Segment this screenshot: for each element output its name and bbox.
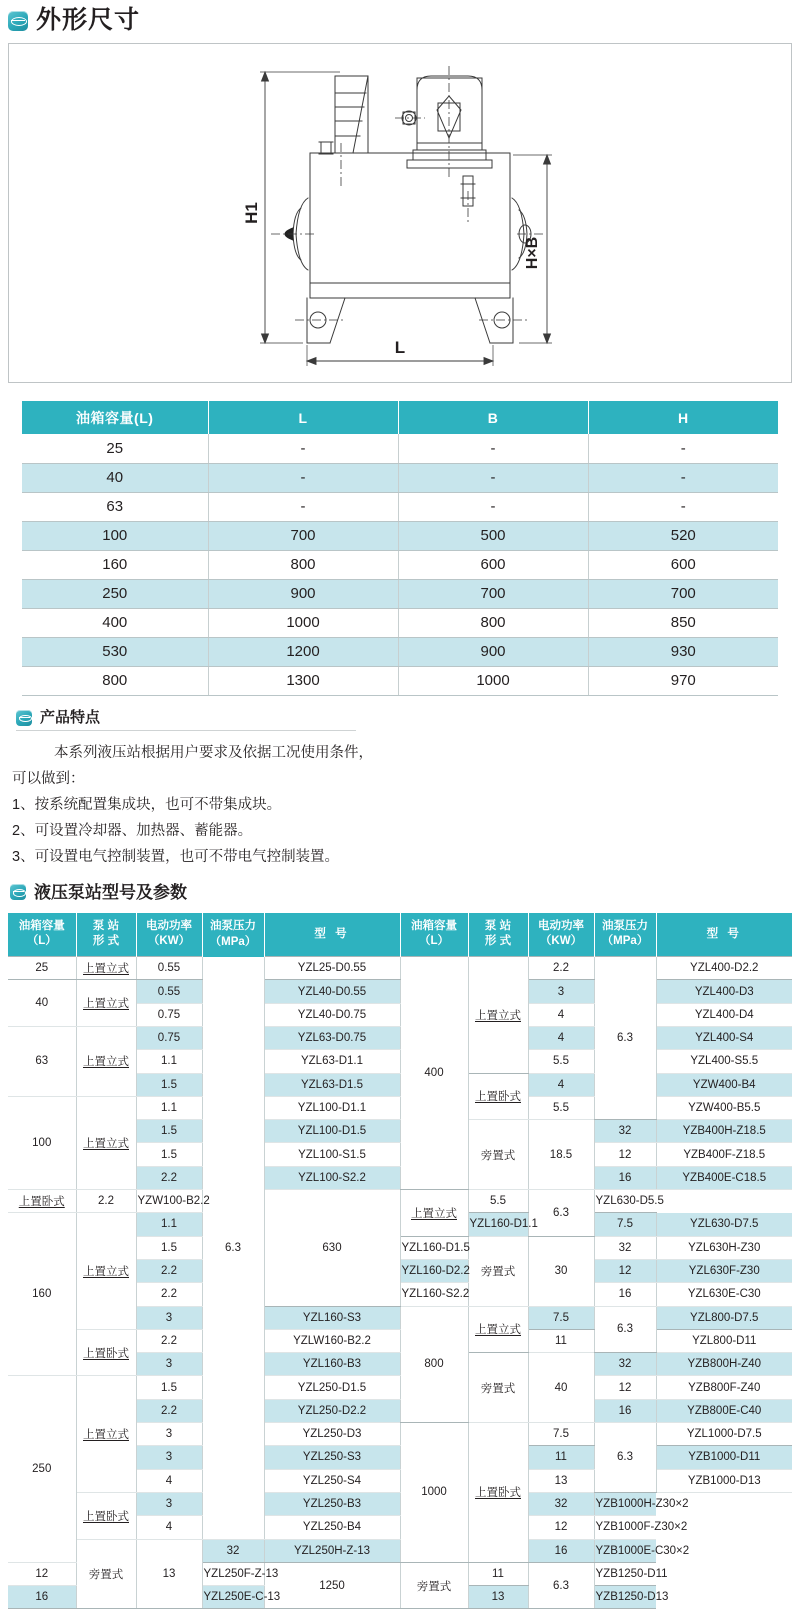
col-header-model-left: 型 号 <box>264 913 400 957</box>
cell-capacity: 400 <box>400 957 468 1190</box>
cell-h: 520 <box>588 521 778 550</box>
col-header-h: H <box>588 401 778 434</box>
cell-model: YZL63-D0.75 <box>264 1026 400 1049</box>
dimension-drawing-panel <box>8 43 792 383</box>
cell-pressure: 16 <box>8 1586 76 1609</box>
cell-capacity: 160 <box>22 550 208 579</box>
cell-l: 1000 <box>208 608 398 637</box>
cell-power: 13 <box>468 1586 528 1609</box>
col-header-capacity-left: 油箱容量 （L） <box>8 913 76 957</box>
table-row <box>8 1190 792 1213</box>
cell-model: YZL250-D1.5 <box>264 1376 400 1399</box>
cell-power: 7.5 <box>528 1306 594 1329</box>
cell-power: 2.2 <box>76 1190 136 1213</box>
col-header-pressure-left: 油泵压力 （MPa） <box>202 913 264 957</box>
cell-pressure: 16 <box>594 1283 656 1306</box>
cell-pressure: 6.3 <box>594 1423 656 1493</box>
feature-line: 2、可设置冷却器、加热器、蓄能器。 <box>12 822 253 839</box>
cell-power: 18.5 <box>528 1120 594 1190</box>
cell-model: YZL160-D1.5 <box>400 1236 468 1259</box>
cell-power: 0.55 <box>136 957 202 980</box>
cell-capacity: 63 <box>22 492 208 521</box>
cell-power: 2.2 <box>528 957 594 980</box>
cell-b: - <box>398 492 588 521</box>
cell-capacity: 40 <box>8 980 76 1027</box>
cell-h: - <box>588 463 778 492</box>
cell-form: 上置立式 <box>400 1190 468 1237</box>
cell-h: - <box>588 434 778 463</box>
cell-b: - <box>398 463 588 492</box>
cell-model: YZB1000-D11 <box>656 1446 792 1469</box>
cell-model: YZL630H-Z30 <box>656 1236 792 1259</box>
cell-form: 上置立式 <box>76 980 136 1027</box>
cell-capacity: 250 <box>8 1376 76 1562</box>
cell-power: 5.5 <box>468 1190 528 1213</box>
cell-model: YZL400-D3 <box>656 980 792 1003</box>
table-row <box>22 579 778 608</box>
cell-model: YZL40-D0.75 <box>264 1003 400 1026</box>
cell-model: YZL630F-Z30 <box>656 1259 792 1282</box>
table-header-row <box>22 401 778 434</box>
cell-form: 旁置式 <box>400 1562 468 1609</box>
table-row <box>22 666 778 695</box>
param-header-row <box>8 913 792 957</box>
cell-form: 上置立式 <box>76 1026 136 1096</box>
cell-power: 5.5 <box>528 1096 594 1119</box>
cell-model: YZW400-B5.5 <box>656 1096 792 1119</box>
cell-power: 0.55 <box>136 980 202 1003</box>
cell-b: 800 <box>398 608 588 637</box>
cell-form: 上置卧式 <box>8 1190 76 1213</box>
cell-power: 2.2 <box>136 1329 202 1352</box>
cell-model: YZL250-S3 <box>264 1446 400 1469</box>
cell-h: 850 <box>588 608 778 637</box>
cell-capacity: 800 <box>400 1306 468 1422</box>
feature-line: 可以做到： <box>12 770 85 787</box>
cell-model: YZL100-D1.1 <box>264 1096 400 1119</box>
cell-power: 3 <box>136 1353 202 1376</box>
cell-power: 1.1 <box>136 1213 202 1236</box>
cell-model: YZL250H-Z-13 <box>264 1539 400 1562</box>
cell-model: YZB400E-C18.5 <box>656 1166 792 1189</box>
cell-b: 900 <box>398 637 588 666</box>
col-header-l: L <box>208 401 398 434</box>
cell-model: YZL400-D2.2 <box>656 957 792 980</box>
cell-b: 1000 <box>398 666 588 695</box>
col-header-form-right: 泵 站 形 式 <box>468 913 528 957</box>
cell-power: 13 <box>528 1469 594 1492</box>
cell-l: - <box>208 463 398 492</box>
cell-pressure: 12 <box>594 1376 656 1399</box>
cell-power: 3 <box>136 1492 202 1515</box>
cell-h: - <box>588 492 778 521</box>
table-row <box>22 434 778 463</box>
col-header-form-left: 泵 站 形 式 <box>76 913 136 957</box>
cell-form: 上置卧式 <box>76 1329 136 1376</box>
cell-model: YZL630E-C30 <box>656 1283 792 1306</box>
cell-form: 上置立式 <box>76 1213 136 1329</box>
cell-capacity: 25 <box>8 957 76 980</box>
cell-power: 2.2 <box>136 1283 202 1306</box>
cell-power: 4 <box>136 1516 202 1539</box>
cell-l: 700 <box>208 521 398 550</box>
cell-pressure: 6.3 <box>202 957 264 1539</box>
cell-model: YZB1000F-Z30×2 <box>594 1516 656 1539</box>
cell-pressure: 16 <box>594 1399 656 1422</box>
col-header-b: B <box>398 401 588 434</box>
cell-capacity: 630 <box>264 1190 400 1306</box>
cell-model: YZL400-S5.5 <box>656 1050 792 1073</box>
col-header-capacity: 油箱容量(L) <box>22 401 208 434</box>
table-row <box>22 521 778 550</box>
cell-model: YZL100-S1.5 <box>264 1143 400 1166</box>
globe-icon <box>16 710 32 726</box>
cell-model: YZL800-D7.5 <box>656 1306 792 1329</box>
cell-pressure: 12 <box>528 1516 594 1539</box>
cell-h: 970 <box>588 666 778 695</box>
dimension-table <box>22 401 778 696</box>
drawing-label-h1: H1 <box>242 202 261 224</box>
cell-power: 1.5 <box>136 1376 202 1399</box>
cell-model: YZB1250-D13 <box>594 1586 656 1609</box>
cell-model: YZB1000E-C30×2 <box>594 1539 656 1562</box>
cell-model: YZL630-D5.5 <box>594 1190 656 1213</box>
cell-pressure: 32 <box>202 1539 264 1562</box>
table-row <box>22 550 778 579</box>
cell-l: 800 <box>208 550 398 579</box>
cell-model: YZL100-D1.5 <box>264 1120 400 1143</box>
col-header-capacity-right: 油箱容量 （L） <box>400 913 468 957</box>
page-title: 外形尺寸 <box>36 6 141 34</box>
cell-form: 旁置式 <box>468 1353 528 1423</box>
cell-model: YZL160-S2.2 <box>400 1283 468 1306</box>
section-header-dimensions <box>4 8 800 33</box>
cell-model: YZW100-B2.2 <box>136 1190 202 1213</box>
cell-power: 1.5 <box>136 1120 202 1143</box>
cell-model: YZB800E-C40 <box>656 1399 792 1422</box>
cell-h: 700 <box>588 579 778 608</box>
cell-pressure: 16 <box>594 1166 656 1189</box>
cell-capacity: 100 <box>22 521 208 550</box>
cell-form: 上置卧式 <box>468 1423 528 1563</box>
cell-capacity: 160 <box>8 1213 76 1376</box>
cell-power: 7.5 <box>594 1213 656 1236</box>
cell-model: YZB800F-Z40 <box>656 1376 792 1399</box>
globe-icon <box>10 884 26 900</box>
cell-model: YZL250-B4 <box>264 1516 400 1539</box>
cell-power: 3 <box>136 1306 202 1329</box>
cell-pressure: 32 <box>594 1236 656 1259</box>
cell-power: 1.1 <box>136 1050 202 1073</box>
cell-power: 13 <box>136 1539 202 1609</box>
cell-model: YZL400-D4 <box>656 1003 792 1026</box>
cell-power: 4 <box>528 1026 594 1049</box>
cell-form: 旁置式 <box>76 1539 136 1609</box>
cell-model: YZLW160-B2.2 <box>264 1329 400 1352</box>
globe-icon <box>8 11 28 31</box>
cell-form: 上置立式 <box>76 957 136 980</box>
cell-power: 1.5 <box>136 1236 202 1259</box>
cell-capacity: 40 <box>22 463 208 492</box>
cell-power: 2.2 <box>136 1399 202 1422</box>
cell-l: - <box>208 434 398 463</box>
cell-power: 3 <box>136 1423 202 1446</box>
cell-pressure: 16 <box>528 1539 594 1562</box>
cell-form: 上置卧式 <box>468 1073 528 1120</box>
cell-power: 2.2 <box>136 1259 202 1282</box>
parameter-table <box>8 913 792 1610</box>
cell-power: 40 <box>528 1353 594 1423</box>
cell-power: 1.5 <box>136 1073 202 1096</box>
cell-b: 700 <box>398 579 588 608</box>
cell-capacity: 400 <box>22 608 208 637</box>
cell-power: 3 <box>136 1446 202 1469</box>
divider <box>16 730 356 731</box>
table-row <box>22 637 778 666</box>
cell-model: YZB1000-D13 <box>656 1469 792 1492</box>
col-header-model-right: 型 号 <box>656 913 792 957</box>
cell-power: 11 <box>528 1329 594 1352</box>
table-row <box>8 957 792 980</box>
product-features-section <box>0 710 800 868</box>
cell-form: 上置立式 <box>468 957 528 1073</box>
feature-line: 本系列液压站根据用户要求及依据工况使用条件， <box>54 744 373 761</box>
cell-l: 1200 <box>208 637 398 666</box>
cell-model: YZB1000H-Z30×2 <box>594 1492 656 1515</box>
cell-pressure: 6.3 <box>594 957 656 1120</box>
cell-model: YZL250E-C-13 <box>202 1586 264 1609</box>
table-row <box>22 608 778 637</box>
drawing-label-hb: H×B <box>524 236 541 270</box>
cell-b: - <box>398 434 588 463</box>
feature-line: 1、按系统配置集成块，也可不带集成块。 <box>12 796 282 813</box>
cell-power: 3 <box>528 980 594 1003</box>
cell-power: 4 <box>136 1469 202 1492</box>
cell-b: 600 <box>398 550 588 579</box>
features-title: 产品特点 <box>40 709 101 726</box>
cell-model: YZB400H-Z18.5 <box>656 1120 792 1143</box>
cell-model: YZB1250-D11 <box>594 1562 656 1585</box>
cell-model: YZL1000-D7.5 <box>656 1423 792 1446</box>
cell-form: 上置立式 <box>76 1096 136 1189</box>
cell-form: 上置立式 <box>76 1376 136 1492</box>
cell-capacity: 250 <box>22 579 208 608</box>
section-header-models <box>6 884 800 901</box>
drawing-label-l: L <box>394 338 406 357</box>
feature-line: 3、可设置电气控制装置，也可不带电气控制装置。 <box>12 848 340 865</box>
cell-power: 2.2 <box>136 1166 202 1189</box>
cell-l: 900 <box>208 579 398 608</box>
cell-pressure: 32 <box>594 1120 656 1143</box>
cell-model: YZL630-D7.5 <box>656 1213 792 1236</box>
cell-model: YZL25-D0.55 <box>264 957 400 980</box>
cell-capacity: 1250 <box>264 1562 400 1609</box>
cell-b: 500 <box>398 521 588 550</box>
cell-model: YZL250-D2.2 <box>264 1399 400 1422</box>
table-row <box>22 463 778 492</box>
cell-l: 1300 <box>208 666 398 695</box>
cell-capacity: 100 <box>8 1096 76 1189</box>
features-text <box>12 743 800 868</box>
cell-model: YZL250-S4 <box>264 1469 400 1492</box>
cell-model: YZL63-D1.5 <box>264 1073 400 1096</box>
cell-h: 930 <box>588 637 778 666</box>
cell-form: 上置卧式 <box>76 1492 136 1539</box>
cell-capacity: 1000 <box>400 1423 468 1563</box>
hydraulic-station-drawing <box>235 48 565 378</box>
cell-power: 1.1 <box>136 1096 202 1119</box>
cell-model: YZL160-S3 <box>264 1306 400 1329</box>
cell-model: YZL160-B3 <box>264 1353 400 1376</box>
cell-capacity: 530 <box>22 637 208 666</box>
section-header-features <box>12 710 800 726</box>
cell-model: YZL250-B3 <box>264 1492 400 1515</box>
cell-capacity: 63 <box>8 1026 76 1096</box>
cell-power: 30 <box>528 1236 594 1306</box>
cell-model: YZL800-D11 <box>656 1329 792 1352</box>
cell-power: 7.5 <box>528 1423 594 1446</box>
cell-capacity: 800 <box>22 666 208 695</box>
cell-model: YZL160-D1.1 <box>468 1213 528 1236</box>
cell-model: YZL100-S2.2 <box>264 1166 400 1189</box>
cell-pressure: 6.3 <box>594 1306 656 1353</box>
cell-h: 600 <box>588 550 778 579</box>
cell-pressure: 6.3 <box>528 1562 594 1609</box>
cell-power: 0.75 <box>136 1026 202 1049</box>
cell-pressure: 6.3 <box>528 1190 594 1237</box>
cell-form: 上置立式 <box>468 1306 528 1353</box>
cell-pressure: 32 <box>528 1492 594 1515</box>
cell-form: 旁置式 <box>468 1236 528 1306</box>
cell-power: 0.75 <box>136 1003 202 1026</box>
cell-model: YZL160-D2.2 <box>400 1259 468 1282</box>
cell-power: 11 <box>468 1562 528 1585</box>
cell-model: YZL250F-Z-13 <box>202 1562 264 1585</box>
cell-model: YZL40-D0.55 <box>264 980 400 1003</box>
cell-power: 5.5 <box>528 1050 594 1073</box>
col-header-power-right: 电动功率 （KW） <box>528 913 594 957</box>
cell-model: YZW400-B4 <box>656 1073 792 1096</box>
cell-capacity: 25 <box>22 434 208 463</box>
col-header-pressure-right: 油泵压力 （MPa） <box>594 913 656 957</box>
table-row <box>22 492 778 521</box>
cell-l: - <box>208 492 398 521</box>
cell-power: 4 <box>528 1073 594 1096</box>
cell-model: YZL400-S4 <box>656 1026 792 1049</box>
cell-pressure: 12 <box>8 1562 76 1585</box>
cell-model: YZL250-D3 <box>264 1423 400 1446</box>
cell-model: YZB400F-Z18.5 <box>656 1143 792 1166</box>
cell-form: 旁置式 <box>468 1120 528 1190</box>
cell-power: 4 <box>528 1003 594 1026</box>
cell-model: YZB800H-Z40 <box>656 1353 792 1376</box>
cell-pressure: 12 <box>594 1259 656 1282</box>
cell-power: 11 <box>528 1446 594 1469</box>
cell-pressure: 12 <box>594 1143 656 1166</box>
cell-power: 1.5 <box>136 1143 202 1166</box>
col-header-power-left: 电动功率 （KW） <box>136 913 202 957</box>
cell-model: YZL63-D1.1 <box>264 1050 400 1073</box>
cell-pressure: 32 <box>594 1353 656 1376</box>
models-title: 液压泵站型号及参数 <box>34 882 187 902</box>
